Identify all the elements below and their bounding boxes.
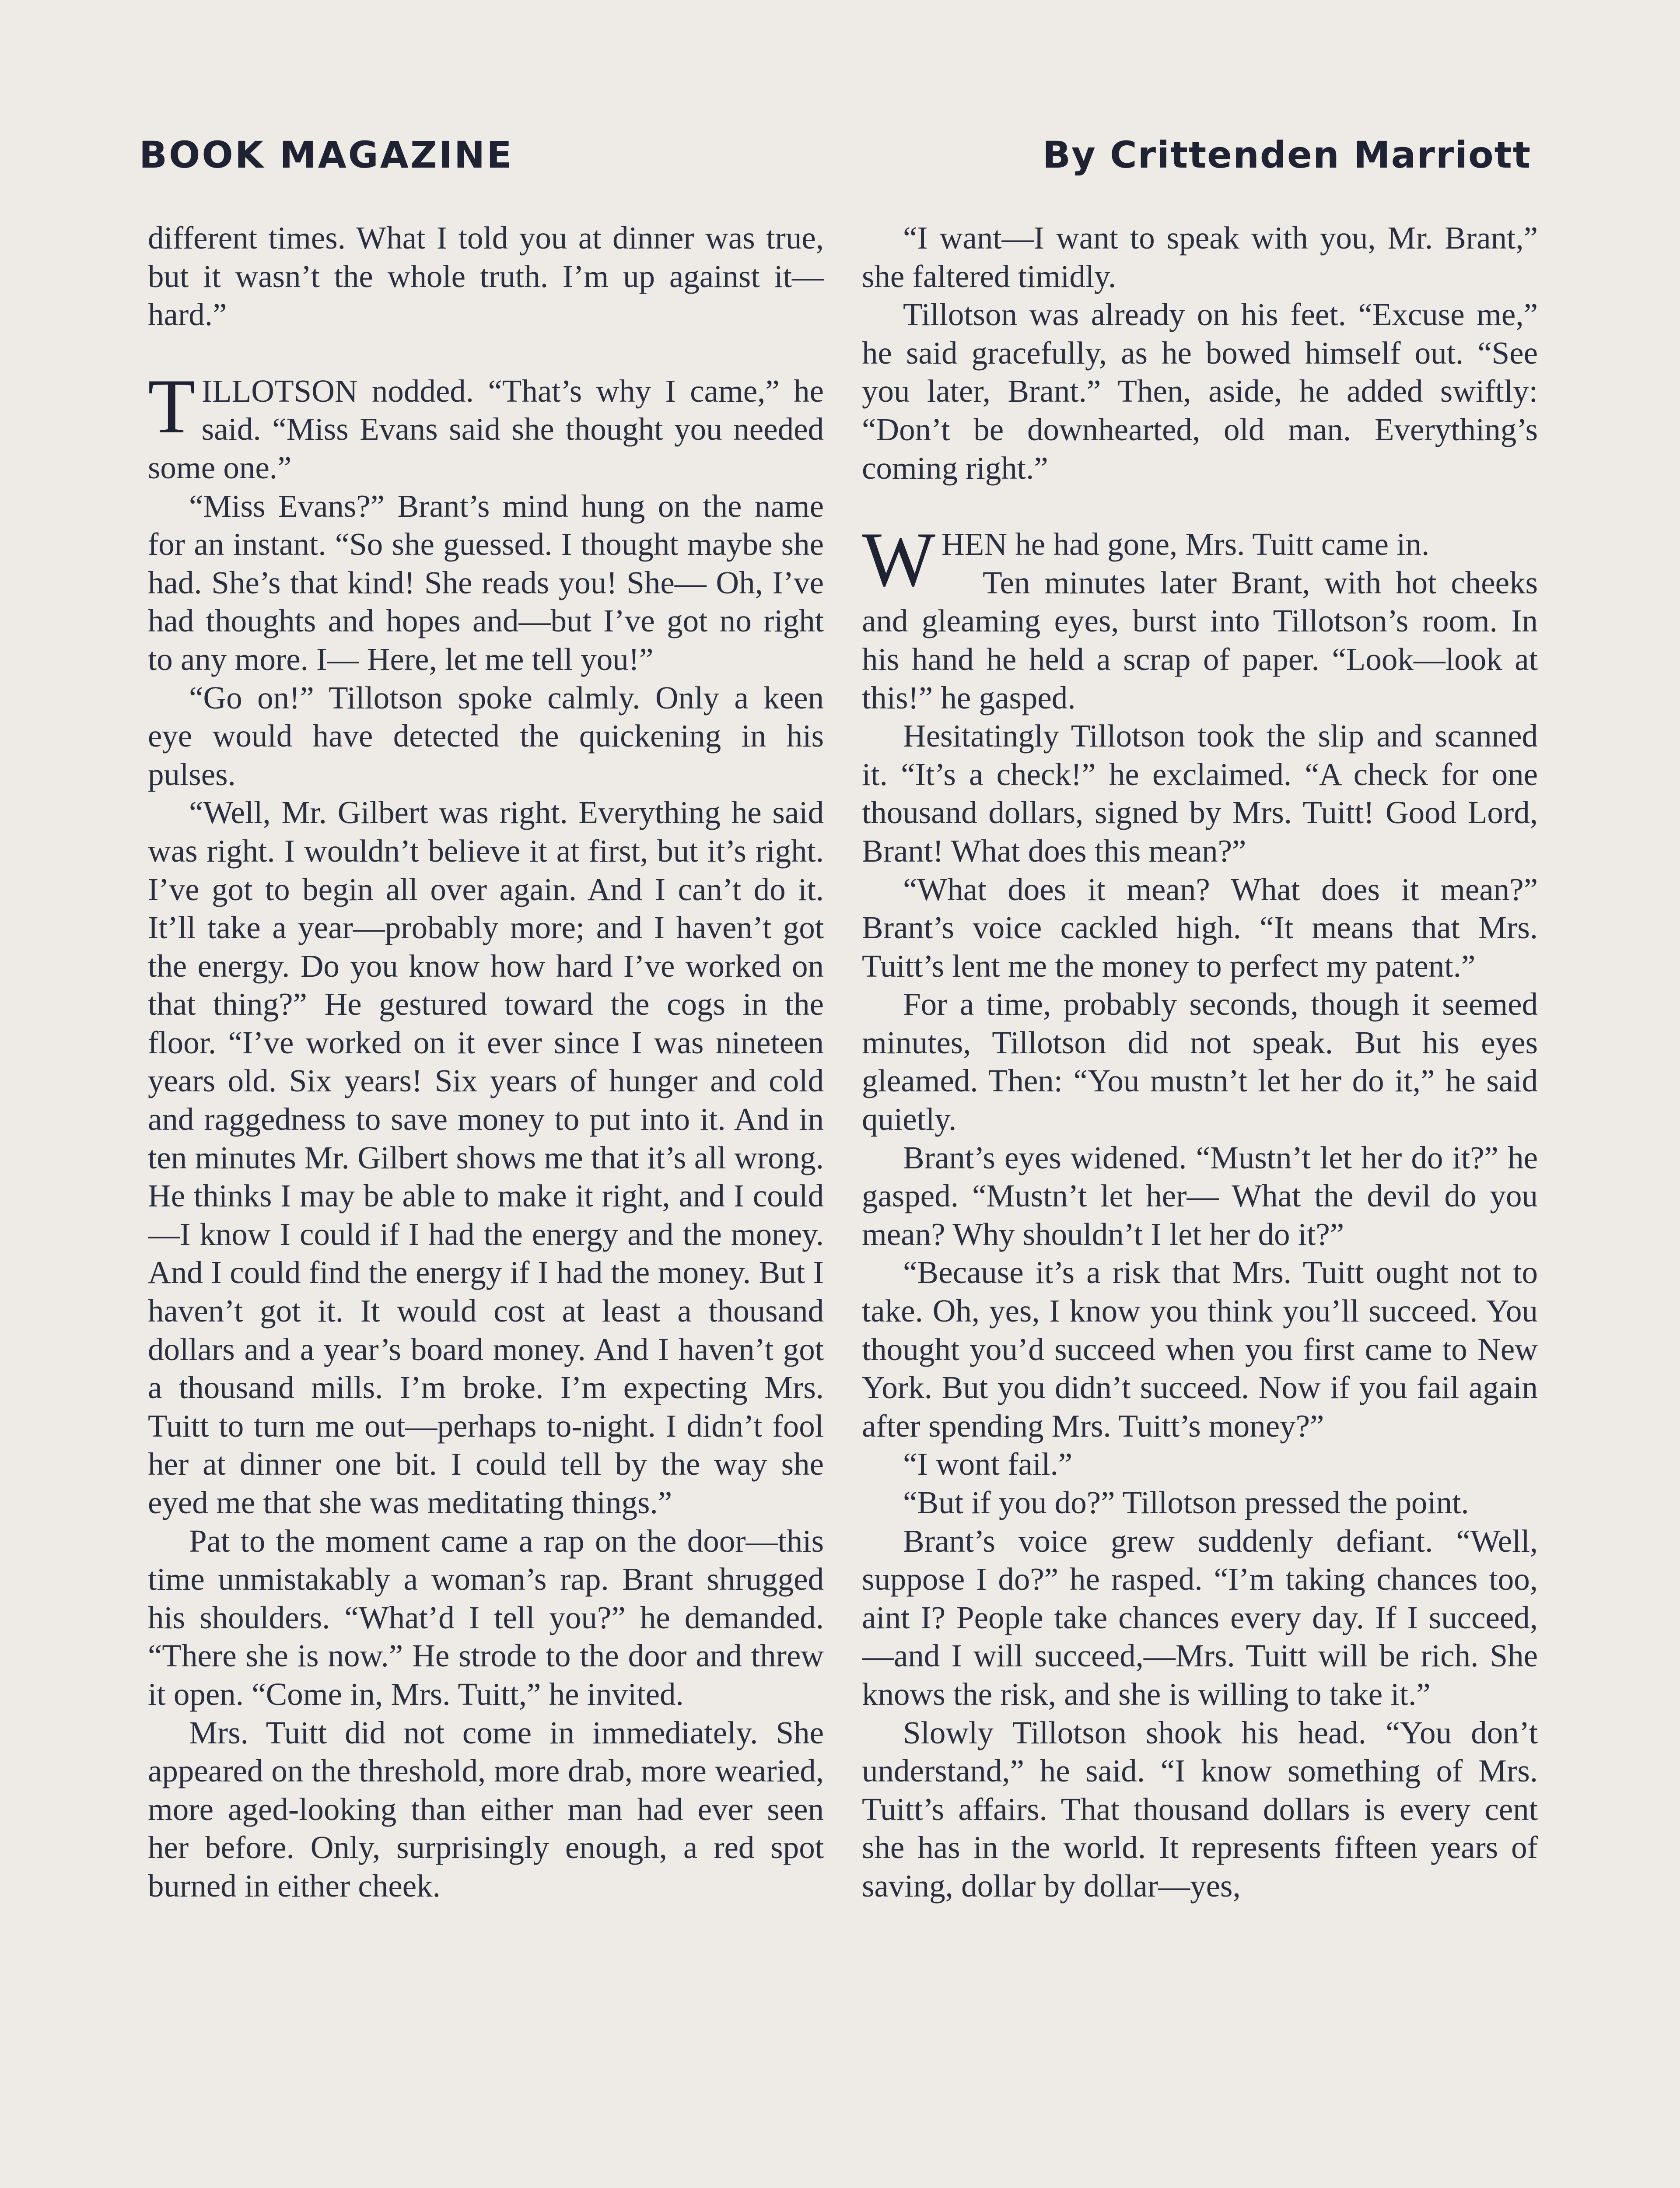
section-paragraph xyxy=(862,516,1538,603)
paragraph-text: ILLOTSON nodded. “That’s why I came,” he said. “Miss Evans said she thought you needed some one.” xyxy=(148,373,824,485)
paragraph: “But if you do?” Tillotson pressed the point. xyxy=(903,1485,1469,1520)
paragraph: Tillotson was already on his feet. “Excuse me,” he said gracefully, as he bowed himself out. “See you later, Brant.” Then, aside, he added swiftly: “Don’t be downhearted, old man. Everything’s coming right.” xyxy=(862,297,1538,486)
paragraph: “Go on!” Tillotson spoke calmly. Only a keen eye would have detected the quickening in his pulses. xyxy=(148,680,824,792)
paragraph: different times. What I told you at dinner was true, but it wasn’t the whole truth. I’m up against it—hard.” xyxy=(148,220,824,333)
paragraph: Slowly Tillotson shook his head. “You don’t understand,” he said. “I know something of Mrs. Tuitt’s affairs. That thousand dollars is every cent she has in the world. It represents fifteen years of saving, dollar by dollar—yes, xyxy=(862,1715,1538,1904)
section-paragraph xyxy=(148,362,824,487)
paragraph: Mrs. Tuitt did not come in immediately. She appeared on the threshold, more drab, more wearied, more aged-looking than either man had ever seen her before. Only, surprisingly enough, a red spot burned in either cheek. xyxy=(148,1715,824,1904)
paragraph: “I want—I want to speak with you, Mr. Brant,” she faltered timidly. xyxy=(862,220,1538,294)
paragraph-text: HEN he had gone, Mrs. Tuitt came in. xyxy=(942,526,1430,562)
paragraph: Brant’s voice grew suddenly defiant. “Well, suppose I do?” he rasped. “I’m taking chances too, aint I? People take chances every day. If I succeed,—and I will succeed,—Mrs. Tuitt will be rich. She knows the risk, and she is willing to take it.” xyxy=(862,1523,1538,1712)
paragraph: “I wont fail.” xyxy=(903,1446,1073,1482)
paragraph: Ten minutes later Brant, with hot cheeks and gleaming eyes, burst into Tillotson’s room. In his hand he held a scrap of paper. “Look—look at this!” he gasped. xyxy=(862,565,1538,715)
right-column xyxy=(862,219,1538,2188)
drop-cap: T xyxy=(148,362,196,449)
paragraph: For a time, probably seconds, though it seemed minutes, Tillotson did not speak. But his eyes gleamed. Then: “You mustn’t let her do it,” he said quietly. xyxy=(862,986,1538,1137)
paragraph: Brant’s eyes widened. “Mustn’t let her do it?” he gasped. “Mustn’t let her— What the devil do you mean? Why shouldn’t I let her do it?” xyxy=(862,1140,1538,1252)
magazine-title: BOOK MAGAZINE xyxy=(139,133,514,176)
paragraph: Pat to the moment came a rap on the door—this time unmistakably a woman’s rap. Brant shrugged his shoulders. “What’d I tell you?” he demanded. “There she is now.” He strode to the door and threw it open. “Come in, Mrs. Tuitt,” he invited. xyxy=(148,1523,824,1712)
drop-cap: W xyxy=(862,516,936,603)
paragraph: “Miss Evans?” Brant’s mind hung on the name for an instant. “So she guessed. I thought maybe she had. She’s that kind! She reads you! She— Oh, I’ve had thoughts and hopes and—but I’ve got no right to any more. I— Here, let me tell you!” xyxy=(148,488,824,677)
paragraph: “Well, Mr. Gilbert was right. Everything he said was right. I wouldn’t believe it at first, but it’s right. I’ve got to begin all over again. And I can’t do it. It’ll take a year—probably more; and I haven’t got the energy. Do you know how hard I’ve worked on that thing?” He gestured toward the cogs in the floor. “I’ve worked on it ever since I was nineteen years old. Six years! Six years of hunger and cold and raggedness to save money to put into it. And in ten minutes Mr. Gilbert shows me that it’s all wrong. He thinks I may be able to make it right, and I could—I know I could if I had the energy and the money. And I could find the energy if I had the money. But I haven’t got it. It would cost at least a thousand dollars and a year’s board money. And I haven’t got a thousand mills. I’m broke. I’m expecting Mrs. Tuitt to turn me out—perhaps to-night. I didn’t fool her at dinner one bit. I could tell by the way she eyed me that she was meditating things.” xyxy=(148,795,824,1520)
author-byline: By Crittenden Marriott xyxy=(1042,133,1531,176)
left-column xyxy=(148,219,824,2188)
running-head xyxy=(139,133,1531,182)
paragraph: Hesitatingly Tillotson took the slip and scanned it. “It’s a check!” he exclaimed. “A check for one thousand dollars, signed by Mrs. Tuitt! Good Lord, Brant! What does this mean?” xyxy=(862,718,1538,869)
paragraph: “Because it’s a risk that Mrs. Tuitt ought not to take. Oh, yes, I know you think you’ll succeed. You thought you’d succeed when you first came to New York. But you didn’t succeed. Now if you fail again after spending Mrs. Tuitt’s money?” xyxy=(862,1255,1538,1444)
paragraph: “What does it mean? What does it mean?” Brant’s voice cackled high. “It means that Mrs. Tuitt’s lent me the money to perfect my patent.” xyxy=(862,871,1538,984)
